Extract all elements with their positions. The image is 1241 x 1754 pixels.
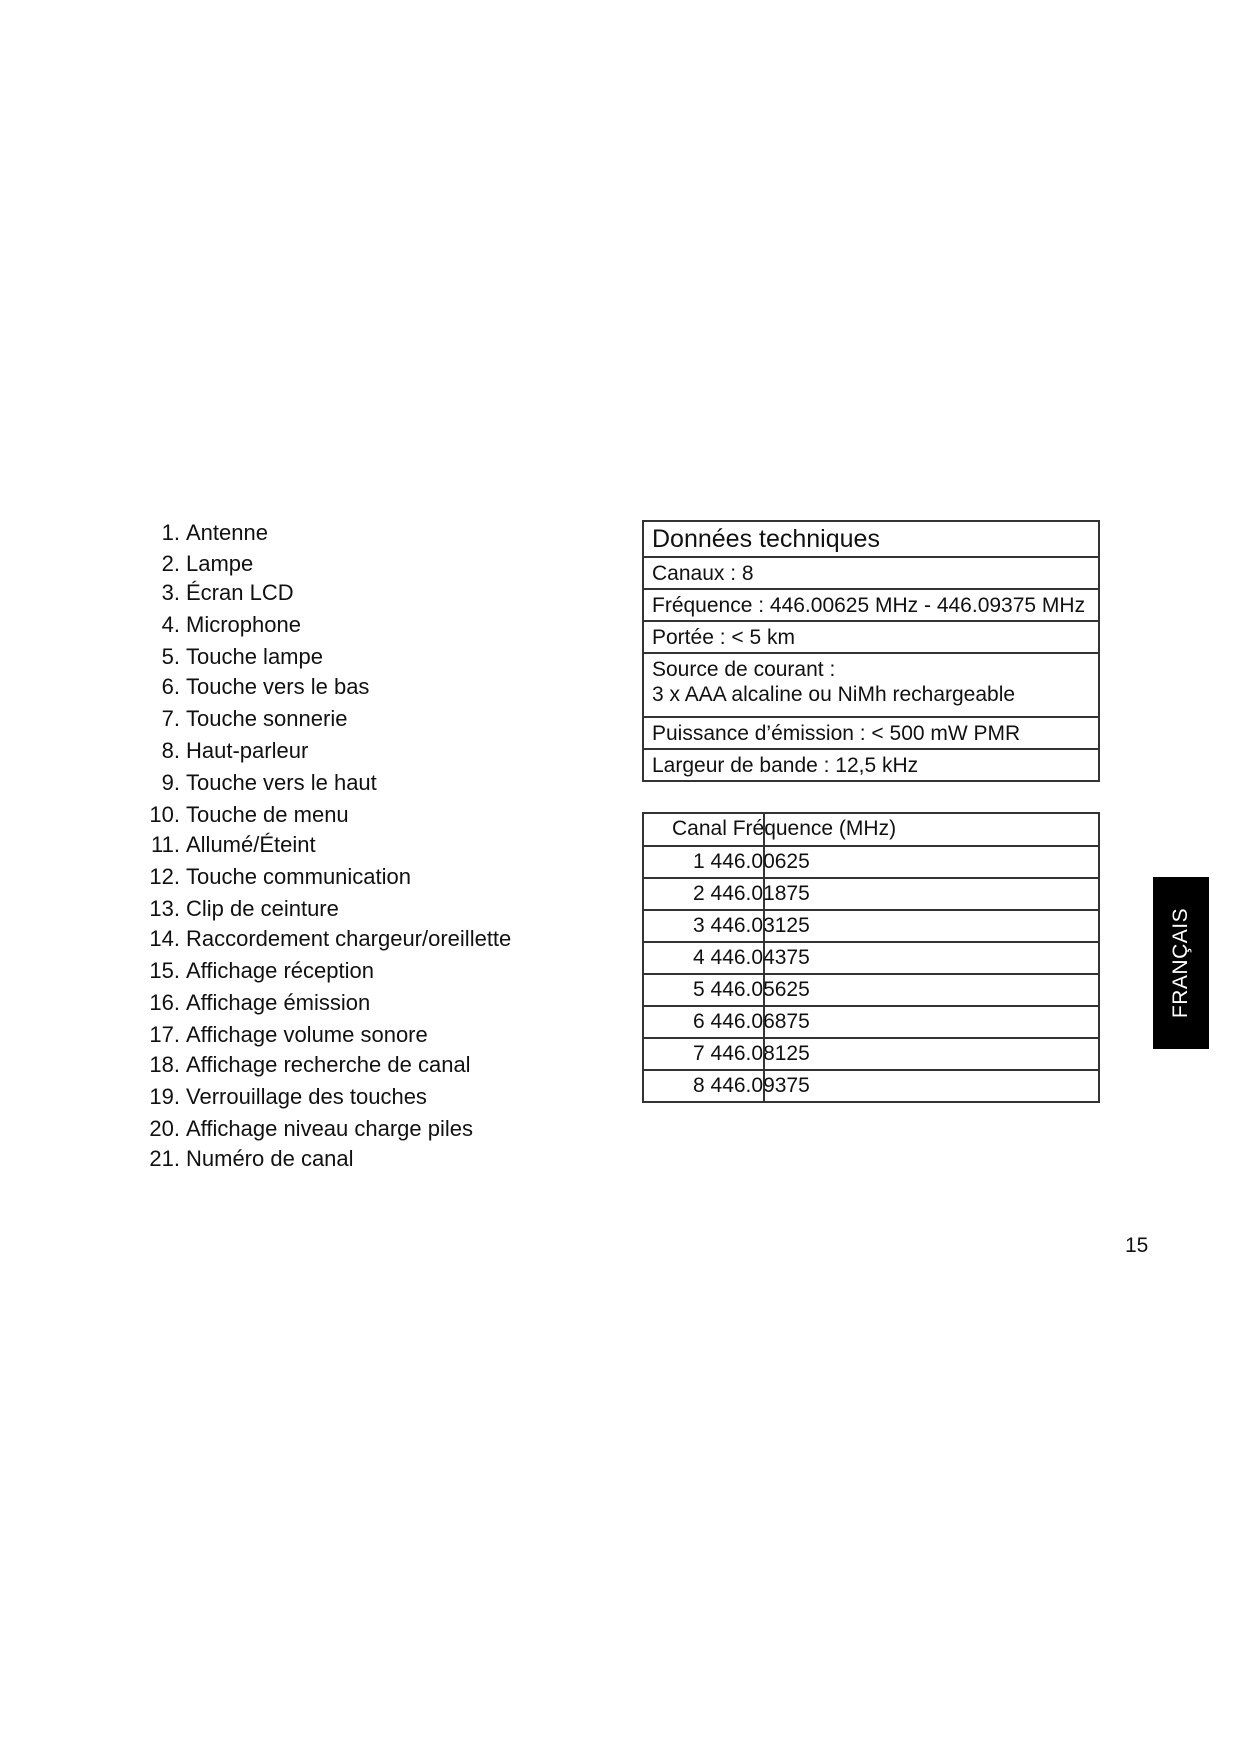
table-row <box>644 1037 1098 1069</box>
list-item <box>0 1146 354 1172</box>
item-label: Écran LCD <box>186 580 294 605</box>
list-item <box>0 990 370 1016</box>
channel-table <box>642 812 1100 1103</box>
list-item <box>0 832 316 858</box>
item-number: 13. <box>149 896 180 921</box>
item-label: Raccordement chargeur/oreillette <box>186 926 512 951</box>
list-item <box>0 1084 427 1110</box>
channel-row-text: 4 446.04375 <box>693 946 810 969</box>
item-number: 19. <box>149 1084 180 1109</box>
list-item <box>0 1116 473 1142</box>
item-label: Affichage niveau charge piles <box>186 1116 474 1141</box>
item-number: 7. <box>161 706 180 731</box>
list-item <box>0 738 308 764</box>
item-number: 6. <box>161 674 180 699</box>
item-number: 14. <box>149 926 180 951</box>
item-number: 16. <box>149 990 180 1015</box>
item-label: Touche sonnerie <box>186 706 348 731</box>
list-item <box>0 926 511 952</box>
channel-row-text: 5 446.05625 <box>693 978 810 1001</box>
item-number: 20. <box>149 1116 180 1141</box>
tech-row-frequency: Fréquence : 446.00625 MHz - 446.09375 MHz <box>644 588 1098 620</box>
channel-table-header <box>644 814 1098 845</box>
item-label: Affichage volume sonore <box>186 1022 428 1047</box>
item-label: Verrouillage des touches <box>186 1084 427 1109</box>
table-row <box>644 909 1098 941</box>
tech-data-table <box>642 520 1100 782</box>
item-number: 9. <box>161 770 180 795</box>
table-row <box>644 845 1098 877</box>
item-label: Touche vers le haut <box>186 770 377 795</box>
table-row <box>644 1005 1098 1037</box>
channel-row-text: 7 446.08125 <box>693 1042 810 1065</box>
list-item <box>0 770 377 796</box>
tech-row-range: Portée : < 5 km <box>644 620 1098 652</box>
table-row <box>644 1069 1098 1101</box>
item-label: Allumé/Éteint <box>186 832 316 857</box>
table-row <box>644 877 1098 909</box>
item-label: Affichage émission <box>186 990 371 1015</box>
item-number: 3. <box>161 580 180 605</box>
item-label: Lampe <box>186 551 254 576</box>
item-label: Clip de ceinture <box>186 896 339 921</box>
tech-data-title: Données techniques <box>652 525 880 553</box>
item-number: 15. <box>149 958 180 983</box>
list-item <box>0 674 369 700</box>
language-side-tab-label: FRANÇAIS <box>1169 907 1192 1019</box>
item-label: Numéro de canal <box>186 1146 354 1171</box>
item-label: Touche vers le bas <box>186 674 370 699</box>
channel-row-text: 1 446.00625 <box>693 850 810 873</box>
item-number: 2. <box>161 551 180 576</box>
list-item <box>0 958 374 984</box>
item-number: 12. <box>149 864 180 889</box>
tech-row-transmit-power: Puissance d’émission : < 500 mW PMR <box>644 716 1098 748</box>
item-number: 10. <box>149 802 180 827</box>
list-item <box>0 864 411 890</box>
language-side-tab <box>1153 877 1209 1049</box>
tech-row-bandwidth: Largeur de bande : 12,5 kHz <box>644 748 1098 780</box>
item-label: Affichage recherche de canal <box>186 1052 471 1077</box>
list-item <box>0 1022 428 1048</box>
item-number: 17. <box>149 1022 180 1047</box>
item-label: Touche lampe <box>186 644 323 669</box>
item-number: 8. <box>161 738 180 763</box>
item-number: 21. <box>149 1146 180 1171</box>
item-label: Haut-parleur <box>186 738 309 763</box>
tech-row-channels: Canaux : 8 <box>644 556 1098 588</box>
item-number: 11. <box>151 832 180 857</box>
list-item <box>0 580 294 606</box>
item-number: 1. <box>161 520 180 545</box>
item-label: Touche de menu <box>186 802 349 827</box>
list-item <box>0 520 268 546</box>
channel-row-text: 6 446.06875 <box>693 1010 810 1033</box>
power-source-value: 3 x AAA alcaline ou NiMh rechargeable <box>652 683 1016 706</box>
item-number: 5. <box>161 644 180 669</box>
channel-row-text: 3 446.03125 <box>693 914 810 937</box>
list-item <box>0 802 349 828</box>
list-item <box>0 896 339 922</box>
table-row <box>644 973 1098 1005</box>
list-item <box>0 1052 471 1078</box>
item-number: 4. <box>161 612 180 637</box>
page-number: 15 <box>1125 1234 1149 1257</box>
channel-row-text: 2 446.01875 <box>693 882 810 905</box>
channel-row-text: 8 446.09375 <box>693 1074 810 1097</box>
item-label: Affichage réception <box>186 958 374 983</box>
tech-row-power-source <box>644 652 1098 716</box>
channel-header-label: Canal Fréquence (MHz) <box>672 817 897 840</box>
list-item <box>0 706 347 732</box>
list-item <box>0 551 253 577</box>
item-label: Microphone <box>186 612 301 637</box>
list-item <box>0 644 323 670</box>
power-source-label: Source de courant : <box>652 658 836 681</box>
table-row <box>644 941 1098 973</box>
item-label: Touche communication <box>186 864 412 889</box>
item-number: 18. <box>149 1052 180 1077</box>
list-item <box>0 612 301 638</box>
item-label: Antenne <box>186 520 268 545</box>
